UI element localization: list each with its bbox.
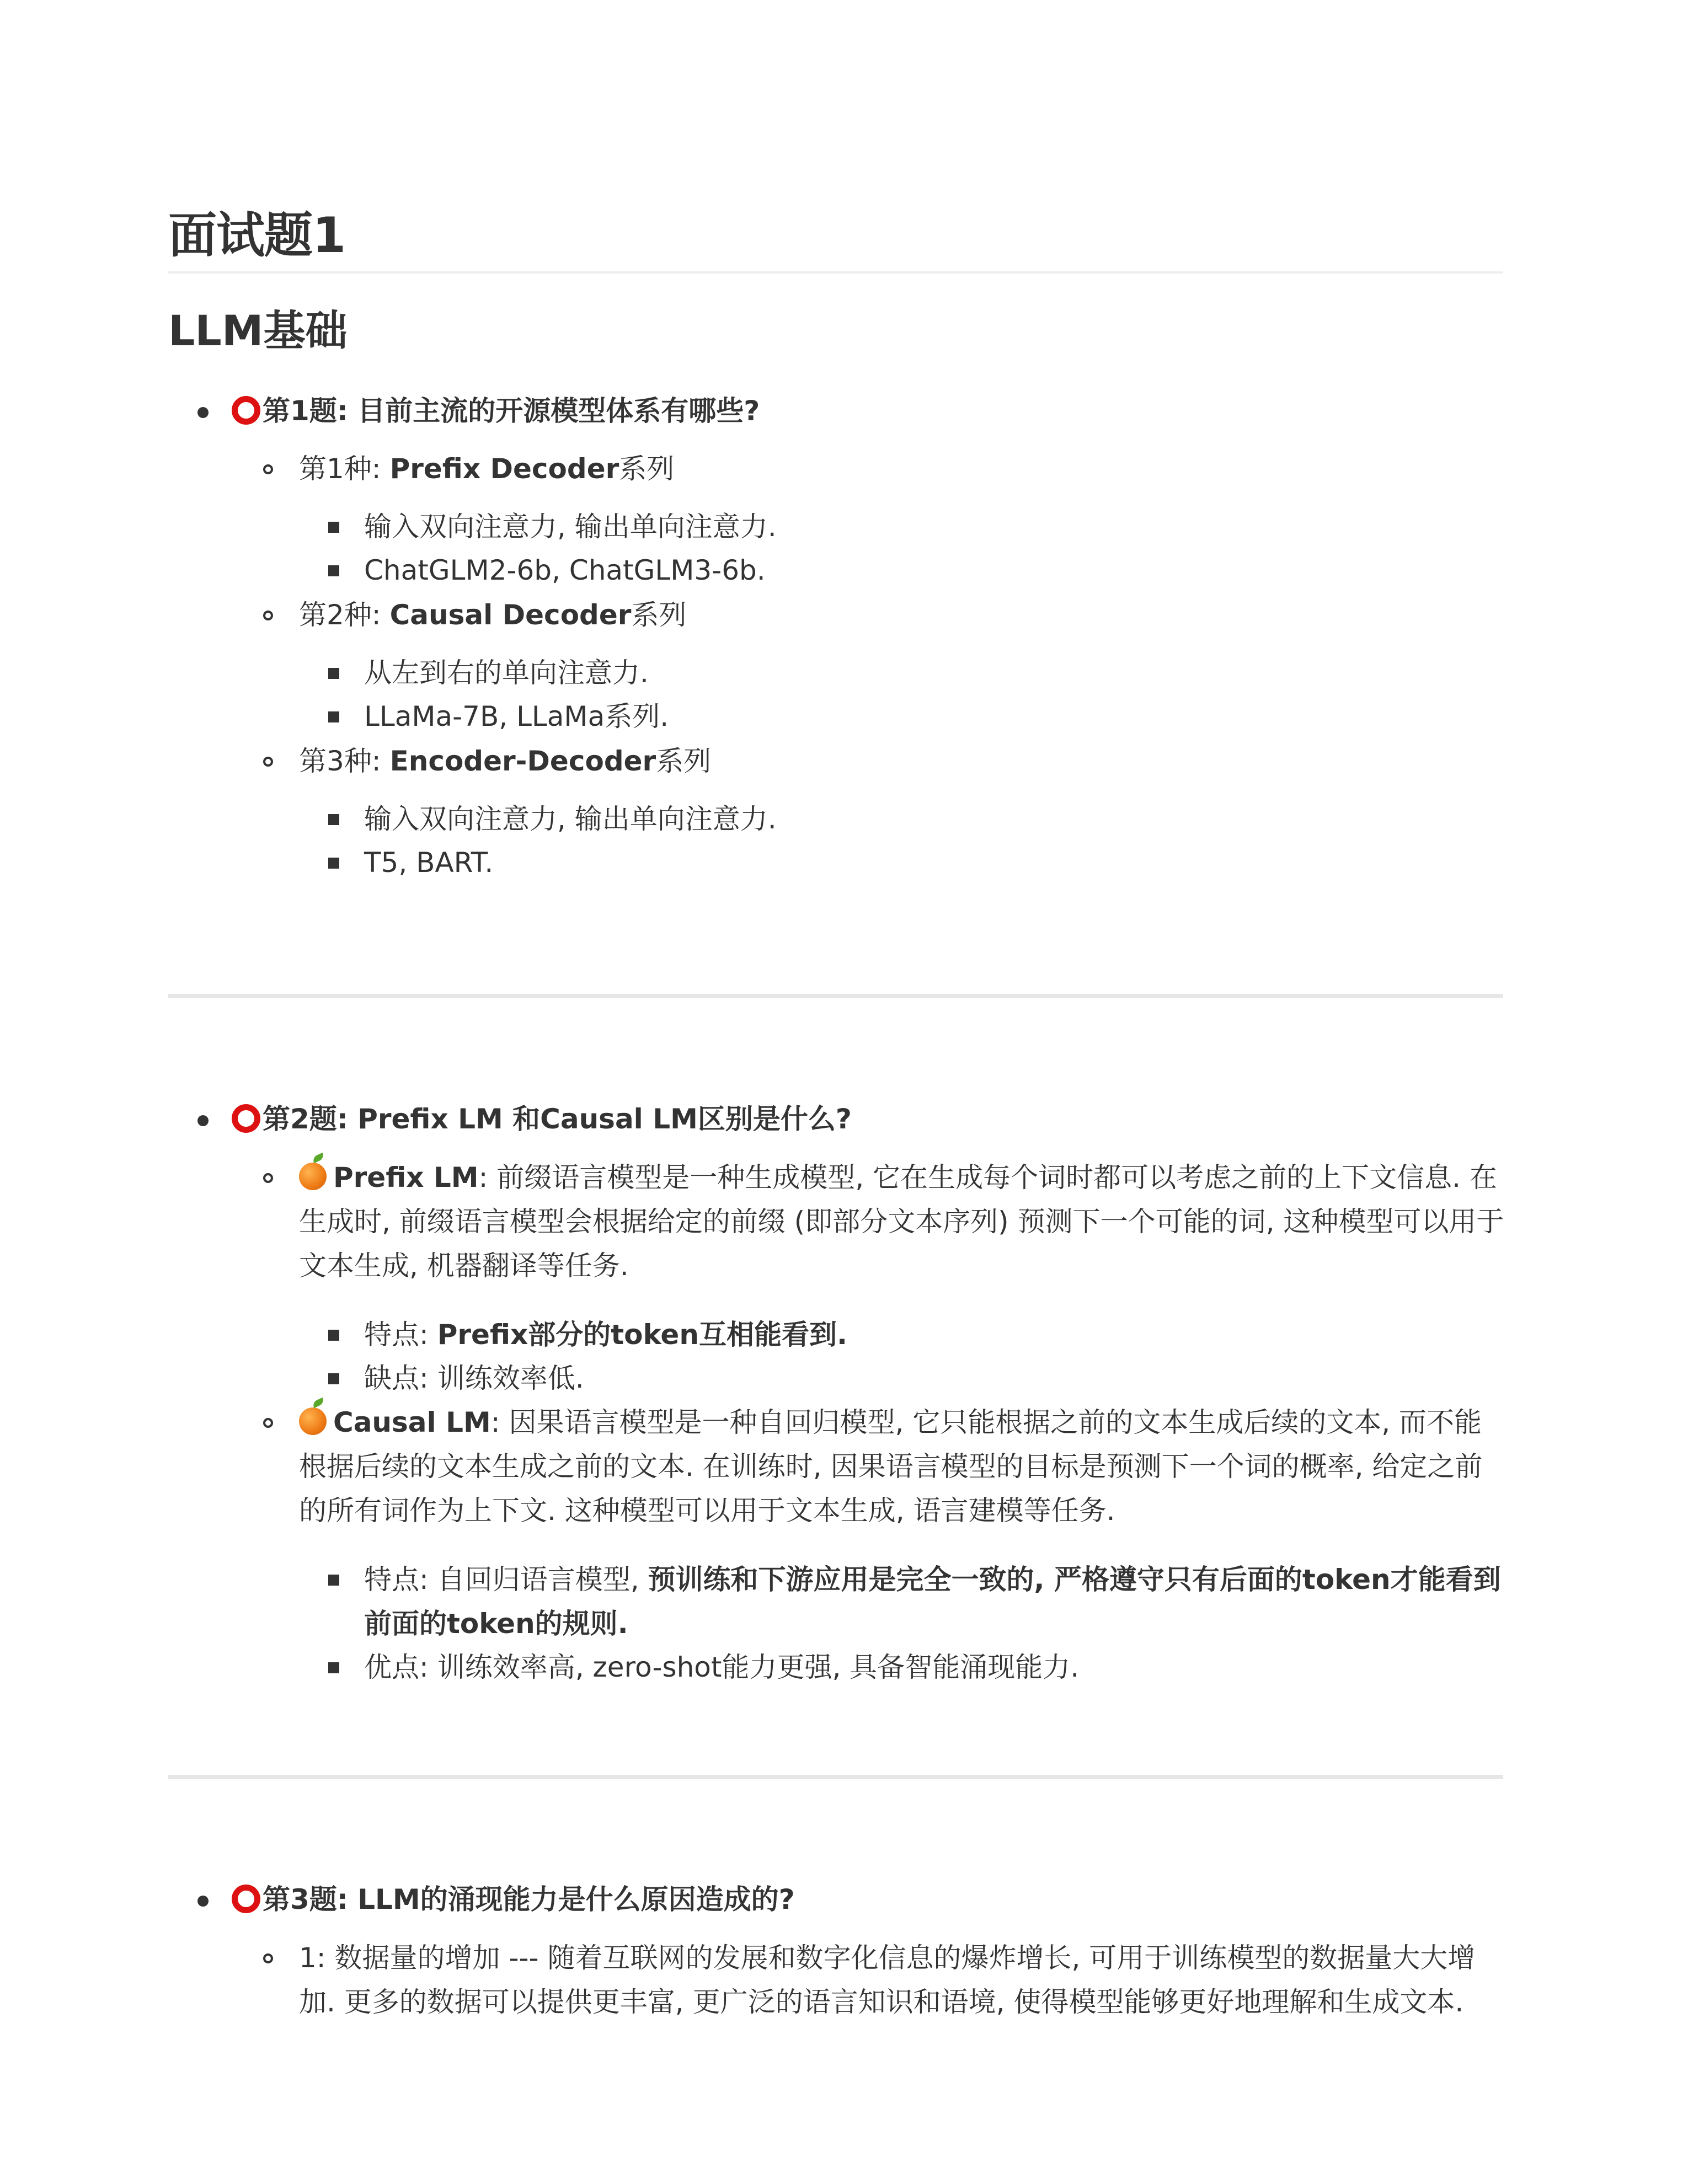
list-item: 第3种: Encoder-Decoder系列 (299, 745, 712, 777)
tangerine-icon (299, 1407, 327, 1435)
red-circle-icon (232, 396, 260, 425)
question-2-title: 第2题: Prefix LM 和Causal LM区别是什么? (232, 1097, 852, 1141)
bullet-circle-icon (263, 757, 273, 767)
list-item: 输入双向注意力, 输出单向注意力. (364, 511, 777, 543)
question-1-title: 第1题: 目前主流的开源模型体系有哪些? (232, 389, 760, 433)
bullet-disc-icon (197, 1115, 209, 1126)
list-item: 特点: 自回归语言模型, 预训练和下游应用是完全一致的, 严格遵守只有后面的token才能看到前面的token的规则. (364, 1564, 1501, 1640)
question-3-title: 第3题: LLM的涌现能力是什么原因造成的? (232, 1877, 795, 1921)
horizontal-rule (168, 994, 1503, 998)
page-title: 面试题1 (168, 207, 346, 264)
bullet-square-icon (328, 711, 339, 722)
bullet-circle-icon (263, 1953, 273, 1963)
bullet-square-icon (328, 1662, 339, 1673)
list-item: 第1种: Prefix Decoder系列 (299, 453, 675, 485)
list-item: T5, BART. (364, 847, 494, 879)
red-circle-icon (232, 1885, 260, 1913)
bullet-square-icon (328, 1330, 339, 1341)
list-item: 优点: 训练效率高, zero-shot能力更强, 具备智能涌现能力. (364, 1651, 1080, 1683)
list-item: 特点: Prefix部分的token互相能看到. (364, 1319, 847, 1351)
list-item: 1: 数据量的增加 --- 随着互联网的发展和数字化信息的爆炸增长, 可用于训练模型的数据量大大增加. 更多的数据可以提供更丰富, 更广泛的语言知识和语境, 使得模型能够更好地理解和生成文本. (299, 1942, 1476, 2018)
list-item: LLaMa-7B, LLaMa系列. (364, 700, 669, 732)
bullet-circle-icon (263, 611, 273, 620)
list-item: 缺点: 训练效率低. (364, 1362, 584, 1394)
red-circle-icon (232, 1104, 260, 1133)
bullet-circle-icon (263, 1173, 273, 1183)
bullet-square-icon (328, 565, 339, 576)
bullet-circle-icon (263, 464, 273, 474)
list-item: 输入双向注意力, 输出单向注意力. (364, 803, 777, 835)
bullet-circle-icon (263, 1418, 273, 1428)
bullet-square-icon (328, 1575, 339, 1586)
bullet-square-icon (328, 1373, 339, 1384)
bullet-square-icon (328, 814, 339, 825)
bullet-disc-icon (197, 407, 209, 418)
bullet-square-icon (328, 858, 339, 869)
list-item: 从左到右的单向注意力. (364, 657, 649, 689)
horizontal-rule (168, 1775, 1503, 1779)
list-item: 第2种: Causal Decoder系列 (299, 599, 687, 631)
list-item: Causal LM: 因果语言模型是一种自回归模型, 它只能根据之前的文本生成后续的文本, 而不能根据后续的文本生成之前的文本. 在训练时, 因果语言模型的目标是预测下一个词的概率, 给定之前的所有词作为上下文. 这种模型可以用于文本生成, 语言建模等任务. (299, 1406, 1483, 1527)
list-item: ChatGLM2-6b, ChatGLM3-6b. (364, 554, 766, 586)
bullet-disc-icon (197, 1896, 209, 1907)
tangerine-icon (299, 1163, 327, 1190)
bullet-square-icon (328, 522, 339, 533)
title-underline (168, 271, 1503, 274)
list-item: Prefix LM: 前缀语言模型是一种生成模型, 它在生成每个词时都可以考虑之前的上下文信息. 在生成时, 前缀语言模型会根据给定的前缀 (即部分文本序列) 预测下一个可能的词, 这种模型可以用于文本生成, 机器翻译等任务. (299, 1161, 1504, 1282)
section-heading: LLM基础 (168, 306, 348, 355)
bullet-square-icon (328, 668, 339, 679)
